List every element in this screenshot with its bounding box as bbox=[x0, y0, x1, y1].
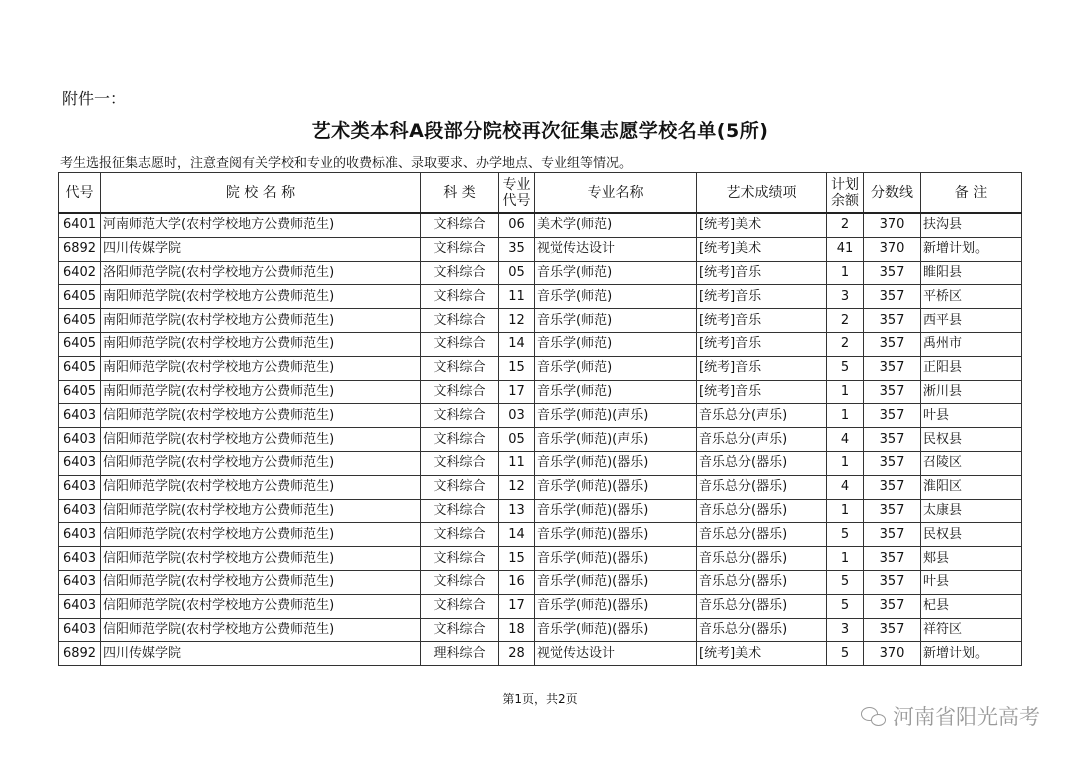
cell-major-code: 13 bbox=[499, 499, 535, 523]
cell-art-item: 音乐总分(器乐) bbox=[697, 475, 827, 499]
cell-plan: 5 bbox=[827, 642, 864, 666]
cell-major-name: 音乐学(师范)(器乐) bbox=[535, 499, 697, 523]
table-row bbox=[59, 475, 1022, 499]
cell-code: 6405 bbox=[59, 332, 101, 356]
cell-subject: 文科综合 bbox=[421, 332, 499, 356]
cell-score: 357 bbox=[864, 356, 921, 380]
cell-code: 6403 bbox=[59, 547, 101, 571]
cell-plan: 5 bbox=[827, 594, 864, 618]
cell-plan: 1 bbox=[827, 380, 864, 404]
cell-major-code: 17 bbox=[499, 380, 535, 404]
cell-art-item: 音乐总分(器乐) bbox=[697, 451, 827, 475]
cell-major-name: 音乐学(师范)(器乐) bbox=[535, 451, 697, 475]
cell-major-code: 14 bbox=[499, 332, 535, 356]
cell-code: 6403 bbox=[59, 594, 101, 618]
cell-code: 6405 bbox=[59, 309, 101, 333]
cell-remark: 平桥区 bbox=[921, 285, 1022, 309]
cell-remark: 西平县 bbox=[921, 309, 1022, 333]
cell-plan: 1 bbox=[827, 547, 864, 571]
table-row bbox=[59, 285, 1022, 309]
cell-remark: 叶县 bbox=[921, 570, 1022, 594]
cell-score: 357 bbox=[864, 285, 921, 309]
cell-subject: 文科综合 bbox=[421, 261, 499, 285]
cell-school: 信阳师范学院(农村学校地方公费师范生) bbox=[101, 570, 421, 594]
cell-score: 357 bbox=[864, 618, 921, 642]
cell-plan: 2 bbox=[827, 332, 864, 356]
cell-score: 357 bbox=[864, 380, 921, 404]
cell-plan: 1 bbox=[827, 261, 864, 285]
table-row bbox=[59, 332, 1022, 356]
cell-major-name: 音乐学(师范) bbox=[535, 332, 697, 356]
table-row bbox=[59, 309, 1022, 333]
cell-code: 6892 bbox=[59, 642, 101, 666]
cell-major-code: 35 bbox=[499, 237, 535, 261]
cell-major-code: 17 bbox=[499, 594, 535, 618]
cell-major-code: 28 bbox=[499, 642, 535, 666]
cell-code: 6892 bbox=[59, 237, 101, 261]
cell-plan: 1 bbox=[827, 404, 864, 428]
cell-school: 河南师范大学(农村学校地方公费师范生) bbox=[101, 213, 421, 237]
cell-subject: 文科综合 bbox=[421, 547, 499, 571]
cell-score: 357 bbox=[864, 451, 921, 475]
cell-major-code: 18 bbox=[499, 618, 535, 642]
cell-art-item: 音乐总分(声乐) bbox=[697, 404, 827, 428]
cell-plan: 1 bbox=[827, 499, 864, 523]
cell-art-item: [统考]音乐 bbox=[697, 356, 827, 380]
table-row bbox=[59, 428, 1022, 452]
cell-plan: 5 bbox=[827, 356, 864, 380]
table-row bbox=[59, 618, 1022, 642]
cell-code: 6403 bbox=[59, 499, 101, 523]
cell-school: 四川传媒学院 bbox=[101, 237, 421, 261]
cell-major-name: 音乐学(师范) bbox=[535, 285, 697, 309]
cell-remark: 民权县 bbox=[921, 523, 1022, 547]
cell-art-item: [统考]美术 bbox=[697, 237, 827, 261]
header-school: 院 校 名 称 bbox=[101, 173, 421, 214]
cell-code: 6403 bbox=[59, 451, 101, 475]
cell-subject: 文科综合 bbox=[421, 213, 499, 237]
cell-subject: 理科综合 bbox=[421, 642, 499, 666]
instruction-note: 考生选报征集志愿时，注意查阅有关学校和专业的收费标准、录取要求、办学地点、专业组等情况。 bbox=[60, 156, 633, 171]
cell-major-name: 美术学(师范) bbox=[535, 213, 697, 237]
cell-remark: 淅川县 bbox=[921, 380, 1022, 404]
cell-major-code: 15 bbox=[499, 547, 535, 571]
cell-score: 370 bbox=[864, 642, 921, 666]
table-row bbox=[59, 237, 1022, 261]
cell-major-code: 06 bbox=[499, 213, 535, 237]
cell-score: 357 bbox=[864, 475, 921, 499]
table-row bbox=[59, 261, 1022, 285]
table-row bbox=[59, 523, 1022, 547]
cell-code: 6405 bbox=[59, 285, 101, 309]
cell-school: 南阳师范学院(农村学校地方公费师范生) bbox=[101, 380, 421, 404]
cell-art-item: [统考]音乐 bbox=[697, 332, 827, 356]
cell-major-name: 音乐学(师范)(器乐) bbox=[535, 475, 697, 499]
cell-remark: 淮阳区 bbox=[921, 475, 1022, 499]
cell-remark: 扶沟县 bbox=[921, 213, 1022, 237]
cell-score: 357 bbox=[864, 309, 921, 333]
cell-remark: 禹州市 bbox=[921, 332, 1022, 356]
cell-art-item: [统考]音乐 bbox=[697, 380, 827, 404]
header-code: 代号 bbox=[59, 173, 101, 214]
cell-score: 357 bbox=[864, 499, 921, 523]
cell-plan: 4 bbox=[827, 475, 864, 499]
cell-subject: 文科综合 bbox=[421, 285, 499, 309]
cell-remark: 新增计划。 bbox=[921, 642, 1022, 666]
cell-major-code: 16 bbox=[499, 570, 535, 594]
cell-school: 四川传媒学院 bbox=[101, 642, 421, 666]
header-art-item: 艺术成绩项 bbox=[697, 173, 827, 214]
cell-school: 信阳师范学院(农村学校地方公费师范生) bbox=[101, 499, 421, 523]
cell-plan: 3 bbox=[827, 618, 864, 642]
cell-school: 南阳师范学院(农村学校地方公费师范生) bbox=[101, 356, 421, 380]
cell-score: 370 bbox=[864, 237, 921, 261]
header-subject: 科 类 bbox=[421, 173, 499, 214]
cell-art-item: [统考]美术 bbox=[697, 642, 827, 666]
cell-subject: 文科综合 bbox=[421, 523, 499, 547]
cell-major-code: 05 bbox=[499, 261, 535, 285]
table-row bbox=[59, 570, 1022, 594]
cell-score: 357 bbox=[864, 332, 921, 356]
cell-school: 信阳师范学院(农村学校地方公费师范生) bbox=[101, 404, 421, 428]
cell-subject: 文科综合 bbox=[421, 237, 499, 261]
cell-code: 6403 bbox=[59, 404, 101, 428]
cell-major-name: 音乐学(师范) bbox=[535, 356, 697, 380]
cell-school: 南阳师范学院(农村学校地方公费师范生) bbox=[101, 309, 421, 333]
cell-school: 信阳师范学院(农村学校地方公费师范生) bbox=[101, 523, 421, 547]
header-score: 分数线 bbox=[864, 173, 921, 214]
page-footer: 第1页，共2页 bbox=[502, 692, 578, 706]
cell-plan: 2 bbox=[827, 213, 864, 237]
header-major-code: 专业代号 bbox=[499, 173, 535, 214]
attachment-label: 附件一： bbox=[62, 89, 127, 108]
cell-art-item: [统考]音乐 bbox=[697, 285, 827, 309]
cell-subject: 文科综合 bbox=[421, 356, 499, 380]
watermark bbox=[861, 701, 1040, 731]
cell-score: 357 bbox=[864, 570, 921, 594]
cell-school: 信阳师范学院(农村学校地方公费师范生) bbox=[101, 451, 421, 475]
cell-code: 6403 bbox=[59, 475, 101, 499]
table-row bbox=[59, 356, 1022, 380]
cell-major-name: 音乐学(师范)(器乐) bbox=[535, 594, 697, 618]
cell-plan: 2 bbox=[827, 309, 864, 333]
header-remark: 备 注 bbox=[921, 173, 1022, 214]
cell-plan: 5 bbox=[827, 523, 864, 547]
cell-school: 南阳师范学院(农村学校地方公费师范生) bbox=[101, 285, 421, 309]
table-row bbox=[59, 642, 1022, 666]
cell-major-name: 音乐学(师范) bbox=[535, 380, 697, 404]
cell-subject: 文科综合 bbox=[421, 309, 499, 333]
cell-art-item: 音乐总分(器乐) bbox=[697, 523, 827, 547]
cell-remark: 叶县 bbox=[921, 404, 1022, 428]
cell-art-item: [统考]美术 bbox=[697, 213, 827, 237]
cell-plan: 3 bbox=[827, 285, 864, 309]
cell-major-name: 音乐学(师范)(器乐) bbox=[535, 547, 697, 571]
header-plan: 计划余额 bbox=[827, 173, 864, 214]
cell-major-code: 11 bbox=[499, 285, 535, 309]
cell-major-name: 音乐学(师范)(声乐) bbox=[535, 428, 697, 452]
cell-subject: 文科综合 bbox=[421, 570, 499, 594]
table-row bbox=[59, 213, 1022, 237]
cell-art-item: 音乐总分(器乐) bbox=[697, 570, 827, 594]
cell-art-item: [统考]音乐 bbox=[697, 309, 827, 333]
header-major-name: 专业名称 bbox=[535, 173, 697, 214]
cell-score: 357 bbox=[864, 523, 921, 547]
cell-remark: 新增计划。 bbox=[921, 237, 1022, 261]
table-header-row bbox=[59, 173, 1022, 214]
cell-major-name: 音乐学(师范)(器乐) bbox=[535, 618, 697, 642]
cell-code: 6403 bbox=[59, 523, 101, 547]
cell-score: 357 bbox=[864, 261, 921, 285]
cell-remark: 睢阳县 bbox=[921, 261, 1022, 285]
cell-school: 信阳师范学院(农村学校地方公费师范生) bbox=[101, 475, 421, 499]
cell-remark: 民权县 bbox=[921, 428, 1022, 452]
table-row bbox=[59, 499, 1022, 523]
cell-subject: 文科综合 bbox=[421, 475, 499, 499]
wechat-icon bbox=[861, 705, 887, 727]
cell-plan: 41 bbox=[827, 237, 864, 261]
cell-subject: 文科综合 bbox=[421, 594, 499, 618]
cell-major-name: 音乐学(师范)(声乐) bbox=[535, 404, 697, 428]
cell-major-name: 视觉传达设计 bbox=[535, 642, 697, 666]
cell-major-name: 视觉传达设计 bbox=[535, 237, 697, 261]
cell-subject: 文科综合 bbox=[421, 451, 499, 475]
cell-remark: 杞县 bbox=[921, 594, 1022, 618]
cell-school: 南阳师范学院(农村学校地方公费师范生) bbox=[101, 332, 421, 356]
table-body bbox=[59, 213, 1022, 666]
cell-subject: 文科综合 bbox=[421, 618, 499, 642]
cell-major-code: 11 bbox=[499, 451, 535, 475]
cell-major-name: 音乐学(师范)(器乐) bbox=[535, 570, 697, 594]
watermark-text: 河南省阳光高考 bbox=[893, 705, 1040, 729]
table-row bbox=[59, 380, 1022, 404]
cell-remark: 郏县 bbox=[921, 547, 1022, 571]
cell-major-code: 15 bbox=[499, 356, 535, 380]
table-row bbox=[59, 404, 1022, 428]
cell-code: 6405 bbox=[59, 356, 101, 380]
cell-subject: 文科综合 bbox=[421, 404, 499, 428]
cell-school: 信阳师范学院(农村学校地方公费师范生) bbox=[101, 428, 421, 452]
cell-remark: 祥符区 bbox=[921, 618, 1022, 642]
cell-school: 洛阳师范学院(农村学校地方公费师范生) bbox=[101, 261, 421, 285]
cell-major-code: 03 bbox=[499, 404, 535, 428]
cell-remark: 正阳县 bbox=[921, 356, 1022, 380]
cell-code: 6403 bbox=[59, 428, 101, 452]
cell-remark: 太康县 bbox=[921, 499, 1022, 523]
cell-art-item: [统考]音乐 bbox=[697, 261, 827, 285]
cell-subject: 文科综合 bbox=[421, 499, 499, 523]
cell-code: 6403 bbox=[59, 618, 101, 642]
cell-school: 信阳师范学院(农村学校地方公费师范生) bbox=[101, 594, 421, 618]
cell-major-name: 音乐学(师范) bbox=[535, 261, 697, 285]
cell-score: 357 bbox=[864, 404, 921, 428]
cell-plan: 1 bbox=[827, 451, 864, 475]
cell-code: 6402 bbox=[59, 261, 101, 285]
cell-art-item: 音乐总分(声乐) bbox=[697, 428, 827, 452]
cell-score: 357 bbox=[864, 547, 921, 571]
cell-major-code: 05 bbox=[499, 428, 535, 452]
cell-major-code: 12 bbox=[499, 309, 535, 333]
cell-major-code: 12 bbox=[499, 475, 535, 499]
school-list-table bbox=[58, 172, 1022, 666]
cell-code: 6403 bbox=[59, 570, 101, 594]
cell-plan: 4 bbox=[827, 428, 864, 452]
cell-school: 信阳师范学院(农村学校地方公费师范生) bbox=[101, 618, 421, 642]
cell-code: 6401 bbox=[59, 213, 101, 237]
cell-major-code: 14 bbox=[499, 523, 535, 547]
cell-art-item: 音乐总分(器乐) bbox=[697, 594, 827, 618]
cell-art-item: 音乐总分(器乐) bbox=[697, 499, 827, 523]
cell-art-item: 音乐总分(器乐) bbox=[697, 547, 827, 571]
table-row bbox=[59, 451, 1022, 475]
cell-art-item: 音乐总分(器乐) bbox=[697, 618, 827, 642]
cell-subject: 文科综合 bbox=[421, 428, 499, 452]
cell-score: 370 bbox=[864, 213, 921, 237]
cell-code: 6405 bbox=[59, 380, 101, 404]
page-title: 艺术类本科A段部分院校再次征集志愿学校名单(5所) bbox=[311, 120, 769, 142]
table-row bbox=[59, 594, 1022, 618]
cell-plan: 5 bbox=[827, 570, 864, 594]
cell-major-name: 音乐学(师范) bbox=[535, 309, 697, 333]
cell-subject: 文科综合 bbox=[421, 380, 499, 404]
table-row bbox=[59, 547, 1022, 571]
cell-major-name: 音乐学(师范)(器乐) bbox=[535, 523, 697, 547]
cell-school: 信阳师范学院(农村学校地方公费师范生) bbox=[101, 547, 421, 571]
cell-remark: 召陵区 bbox=[921, 451, 1022, 475]
cell-score: 357 bbox=[864, 428, 921, 452]
cell-score: 357 bbox=[864, 594, 921, 618]
